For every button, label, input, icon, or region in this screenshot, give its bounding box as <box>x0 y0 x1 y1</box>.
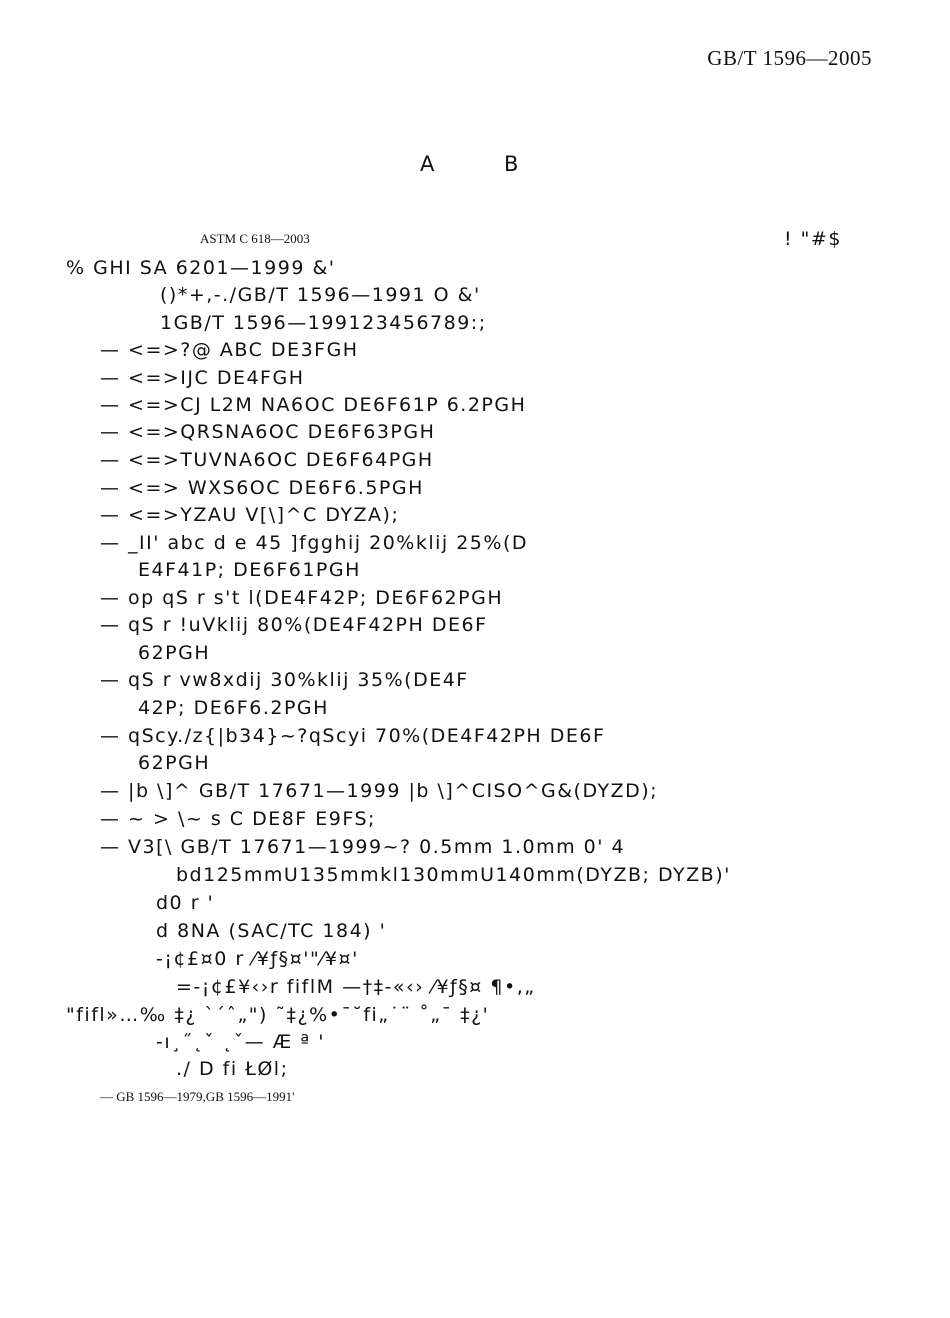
doc-line: 1GB/T 1596—199123456789:; <box>160 312 487 334</box>
list-item: — op qS r s't l(DE4F42P; DE6F62PGH <box>100 587 504 609</box>
list-item: — |b \]^ GB/T 17671—1999 |b \]^CISO^G&(DYZD); <box>100 780 659 802</box>
doc-line: ! "#$ <box>784 228 842 250</box>
list-item-continuation: 62PGH <box>138 752 211 774</box>
doc-line: "fifl»…‰ ‡¿ `´ˆ„") ˜‡¿%•¯˘fi„˙¨ ˚„ˉ ‡¿' <box>66 1004 490 1026</box>
list-item: — <=>TUVNA6OC DE6F64PGH <box>100 449 434 471</box>
list-item: — <=>CJ L2M NA6OC DE6F61P 6.2PGH <box>100 394 527 416</box>
doc-line: % GHI SA 6201—1999 &' <box>66 257 336 279</box>
doc-line: d0 r ' <box>156 892 215 914</box>
list-item-continuation: bd125mmU135mmkl130mmU140mm(DYZB; DYZB)' <box>176 864 731 886</box>
list-item-continuation: 62PGH <box>138 642 211 664</box>
list-item: — <=>YZAU V[\]^C DYZA); <box>100 504 400 526</box>
doc-line: ./ D fi ŁØl; <box>176 1058 289 1080</box>
list-item: — V3[\ GB/T 17671—1999~? 0.5mm 1.0mm 0' 4 <box>100 836 626 858</box>
list-item: — _II' abc d e 45 ]fgghij 20%klij 25%(D <box>100 532 528 554</box>
doc-line: =-¡¢£¥‹›r fiflM —†‡-«‹› ⁄¥ƒ§¤ ¶•‚„ <box>176 976 536 998</box>
doc-line: ()*+,-./GB/T 1596—1991 O &' <box>160 284 481 306</box>
list-item: — qS r !uVklij 80%(DE4F42PH DE6F <box>100 614 488 636</box>
list-item-continuation: E4F41P; DE6F61PGH <box>138 559 361 581</box>
superseded-standards: — GB 1596—1979,GB 1596—1991' <box>100 1089 295 1104</box>
foreword-title-a: A <box>420 152 435 176</box>
list-item-continuation: 42P; DE6F6.2PGH <box>138 697 329 719</box>
standard-code: GB/T 1596—2005 <box>707 46 872 70</box>
list-item: — ~ > \~ s C DE8F E9FS; <box>100 808 376 830</box>
ref-standard: ASTM C 618—2003 <box>200 231 310 246</box>
doc-line: d 8NA (SAC/TC 184) ' <box>156 920 387 942</box>
doc-line: -¡¢£¤0 r ⁄¥ƒ§¤'"⁄¥¤' <box>156 948 359 970</box>
list-item: — qScy./z{|b34}~?qScyi 70%(DE4F42PH DE6F <box>100 725 606 747</box>
doc-line: -ı¸˝˛ˇ ˛ˇ— Æ ª ' <box>156 1031 325 1053</box>
list-item: — <=>QRSNA6OC DE6F63PGH <box>100 421 436 443</box>
list-item: — <=>?@ ABC DE3FGH <box>100 339 359 361</box>
foreword-title-b: B <box>504 152 519 176</box>
list-item: — qS r vw8xdij 30%klij 35%(DE4F <box>100 669 469 691</box>
list-item: — <=> WXS6OC DE6F6.5PGH <box>100 477 424 499</box>
list-item: — <=>IJC DE4FGH <box>100 367 305 389</box>
